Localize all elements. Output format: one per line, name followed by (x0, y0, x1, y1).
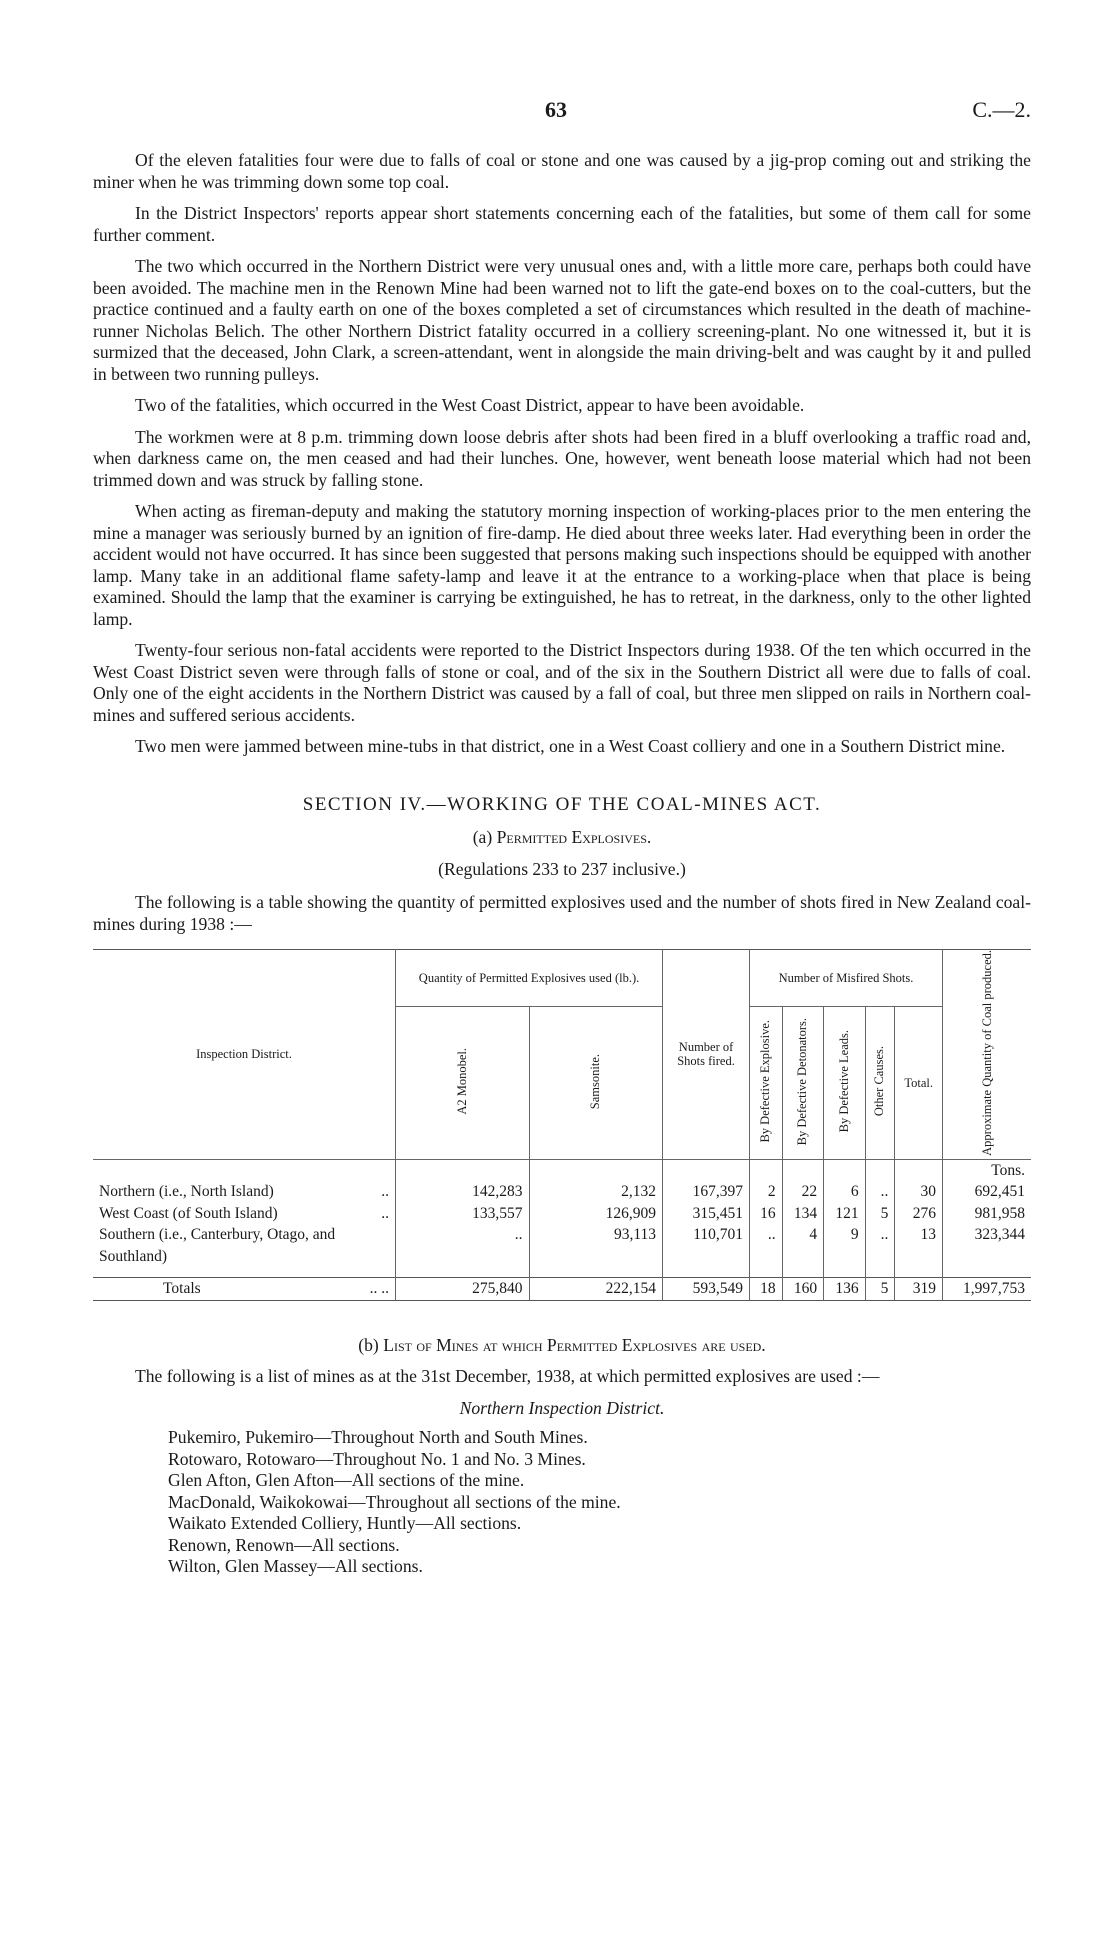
mines-list (93, 1427, 1031, 1578)
table-row (93, 1224, 1031, 1278)
header-quantity-group: Quantity of Permitted Explosives used (lb.). (396, 950, 663, 1007)
table-row (93, 1203, 1031, 1225)
cell-def-explosive: 2 (750, 1181, 783, 1203)
cell-shots: 593,549 (663, 1278, 750, 1301)
subsection-a-letter: (a) (472, 827, 493, 847)
header-a2 (396, 1007, 530, 1160)
cell-other: .. (865, 1224, 895, 1278)
cell-district: West Coast (of South Island) .. (99, 1204, 389, 1222)
district-heading: Northern Inspection District. (459, 1397, 665, 1418)
cell-totals-label: Totals .. .. (93, 1278, 396, 1301)
paragraph: The workmen were at 8 p.m. trimming down loose debris after shots had been fired in a bluff overlooking a traffic road and, when darkness came on, the men ceased and had their lunches. One, however, went beneath loose material which had not been trimmed down and was struck by falling stone. (93, 426, 1031, 490)
page-number: 63 (545, 97, 567, 122)
subsection-b-heading (93, 1335, 1031, 1357)
paragraph: In the District Inspectors' reports appear short statements concerning each of the fatalities, but some of them call for some further comment. (93, 203, 1031, 245)
cell-district: Southern (i.e., Canterbury, Otago, and Southland) (99, 1226, 336, 1265)
header-def-detonators-label: By Defective Detonators. (795, 1017, 810, 1146)
paragraph: When acting as fireman-deputy and making the statutory morning inspection of working-places prior to the men entering the mine a manager was seriously burned by an ignition of fire-damp. He died about three weeks later. Had everything been in order the accident would not have occurred. It has since been suggested that persons making such inspections should be equipped with another lamp. Many take in an additional flame safety-lamp and leave it at the entrance to a working-place when that place is being examined. Should the lamp that the examiner is carrying be extinguished, he has to retreat, in the darkness, only to the other lighted lamp. (93, 501, 1031, 629)
table-row (93, 1181, 1031, 1203)
cell-coal: 1,997,753 (943, 1278, 1032, 1301)
subsection-a-heading (93, 827, 1031, 849)
cell-total: 30 (895, 1181, 943, 1203)
list-item: Pukemiro, Pukemiro—Throughout North and South Mines. (168, 1427, 588, 1448)
paragraph: Of the eleven fatalities four were due to falls of coal or stone and one was caused by a jig-prop coming out and striking the miner when he was trimming down some top coal. (93, 150, 1031, 192)
header-coal-label: Approximate Quantity of Coal produced. (979, 950, 994, 1156)
list-item: Rotowaro, Rotowaro—Throughout No. 1 and No. 3 Mines. (168, 1448, 586, 1469)
cell-def-detonators: 4 (782, 1224, 823, 1278)
list-item: MacDonald, Waikokowai—Throughout all sections of the mine. (168, 1491, 621, 1512)
spacer-cell (824, 1159, 865, 1181)
cell-coal: 323,344 (943, 1224, 1032, 1278)
cell-def-detonators: 22 (782, 1181, 823, 1203)
totals-row (93, 1278, 1031, 1301)
cell-shots: 110,701 (663, 1224, 750, 1278)
cell-shots: 315,451 (663, 1203, 750, 1225)
header-def-leads (824, 1007, 865, 1160)
cell-total: 276 (895, 1203, 943, 1225)
header-district: Inspection District. (196, 1047, 292, 1062)
cell-a2: 142,283 (396, 1181, 530, 1203)
page-body (93, 150, 1031, 1578)
cell-a2: 275,840 (396, 1278, 530, 1301)
spacer-cell (93, 1159, 396, 1181)
cell-samsonite: 222,154 (529, 1278, 663, 1301)
cell-def-detonators: 160 (782, 1278, 823, 1301)
table-intro: The following is a table showing the quantity of permitted explosives used and the number of shots fired in New Zealand coal-mines during 1938 :— (93, 892, 1031, 934)
spacer-cell (865, 1159, 895, 1181)
cell-samsonite: 93,113 (529, 1224, 663, 1278)
cell-def-leads: 9 (824, 1224, 865, 1278)
spacer-cell (396, 1159, 530, 1181)
spacer-cell (529, 1159, 663, 1181)
cell-def-leads: 136 (824, 1278, 865, 1301)
spacer-cell (663, 1159, 750, 1181)
paragraph: Twenty-four serious non-fatal accidents were reported to the District Inspectors during 1938. Of the ten which occurred in the West Coast District seven were through falls of stone or coal, and of the six in the Southern District all were due to falls of coal. Only one of the eight accidents in the Northern District was caused by a fall of coal, but three men slipped on rails in Northern coal-mines and suffered serious accidents. (93, 640, 1031, 725)
explosives-table (93, 949, 1031, 1301)
list-item: Glen Afton, Glen Afton—All sections of the mine. (168, 1470, 525, 1491)
subsection-a-title: Permitted Explosives. (496, 827, 652, 847)
cell-other: 5 (865, 1278, 895, 1301)
document-code: C.—2. (972, 97, 1031, 122)
cell-total: 13 (895, 1224, 943, 1278)
header-def-explosive-label: By Defective Explosive. (758, 1020, 773, 1143)
cell-samsonite: 126,909 (529, 1203, 663, 1225)
header-samsonite (529, 1007, 663, 1160)
list-intro: The following is a list of mines as at the 31st December, 1938, at which permitted explosives are used :— (135, 1366, 880, 1387)
paragraph: Two men were jammed between mine-tubs in that district, one in a West Coast colliery and one in a Southern District mine. (135, 736, 1006, 756)
header-shots: Number of Shots fired. (663, 950, 750, 1160)
header-def-detonators (782, 1007, 823, 1160)
cell-other: 5 (865, 1203, 895, 1225)
cell-samsonite: 2,132 (529, 1181, 663, 1203)
header-a2-label: A2 Monobel. (454, 1048, 469, 1115)
cell-def-detonators: 134 (782, 1203, 823, 1225)
cell-district: Northern (i.e., North Island) .. (99, 1183, 389, 1201)
subsection-b-letter: (b) (358, 1334, 379, 1355)
page-header (93, 97, 1031, 127)
header-def-leads-label: By Defective Leads. (836, 1030, 851, 1133)
paragraph: The two which occurred in the Northern District were very unusual ones and, with a little more care, perhaps both could have been avoided. The machine men in the Renown Mine had been warned not to lift the gate-end boxes on to the coal-cutters, but the practice continued and a faulty earth on one of the boxes completed a set of circumstances which resulted in the death of machine-runner Nicholas Belich. The other Northern District fatality occurred in a colliery screening-plant. No one witnessed it, but it is surmized that the deceased, John Clark, a screen-attendant, went in alongside the main driving-belt and was caught by it and pulled in between two running pulleys. (93, 256, 1031, 384)
list-item: Waikato Extended Colliery, Huntly—All sections. (168, 1513, 522, 1534)
paragraph: Two of the fatalities, which occurred in the West Coast District, appear to have been avoidable. (135, 395, 805, 415)
header-other-label: Other Causes. (872, 1046, 887, 1117)
regulations-note: (Regulations 233 to 237 inclusive.) (438, 858, 686, 879)
header-other (865, 1007, 895, 1160)
header-samsonite-label: Samsonite. (588, 1053, 603, 1110)
cell-a2: .. (396, 1224, 530, 1278)
section-title: SECTION IV.—WORKING OF THE COAL-MINES ACT. (302, 793, 822, 815)
header-misfired-group: Number of Misfired Shots. (750, 950, 943, 1007)
cell-total: 319 (895, 1278, 943, 1301)
spacer-cell (750, 1159, 783, 1181)
cell-coal: 981,958 (943, 1203, 1032, 1225)
list-item: Wilton, Glen Massey—All sections. (168, 1556, 423, 1577)
cell-coal: 692,451 (943, 1181, 1032, 1203)
spacer-cell (782, 1159, 823, 1181)
cell-def-explosive: 16 (750, 1203, 783, 1225)
header-total: Total. (895, 1007, 943, 1160)
spacer-cell (895, 1159, 943, 1181)
cell-def-leads: 6 (824, 1181, 865, 1203)
cell-def-explosive: 18 (750, 1278, 783, 1301)
cell-a2: 133,557 (396, 1203, 530, 1225)
cell-def-explosive: .. (750, 1224, 783, 1278)
header-coal (943, 950, 1032, 1160)
cell-other: .. (865, 1181, 895, 1203)
cell-def-leads: 121 (824, 1203, 865, 1225)
cell-shots: 167,397 (663, 1181, 750, 1203)
list-item: Renown, Renown—All sections. (168, 1534, 400, 1555)
subsection-b-title: List of Mines at which Permitted Explosives are used. (383, 1334, 766, 1355)
header-def-explosive (750, 1007, 783, 1160)
tons-unit: Tons. (943, 1159, 1032, 1181)
